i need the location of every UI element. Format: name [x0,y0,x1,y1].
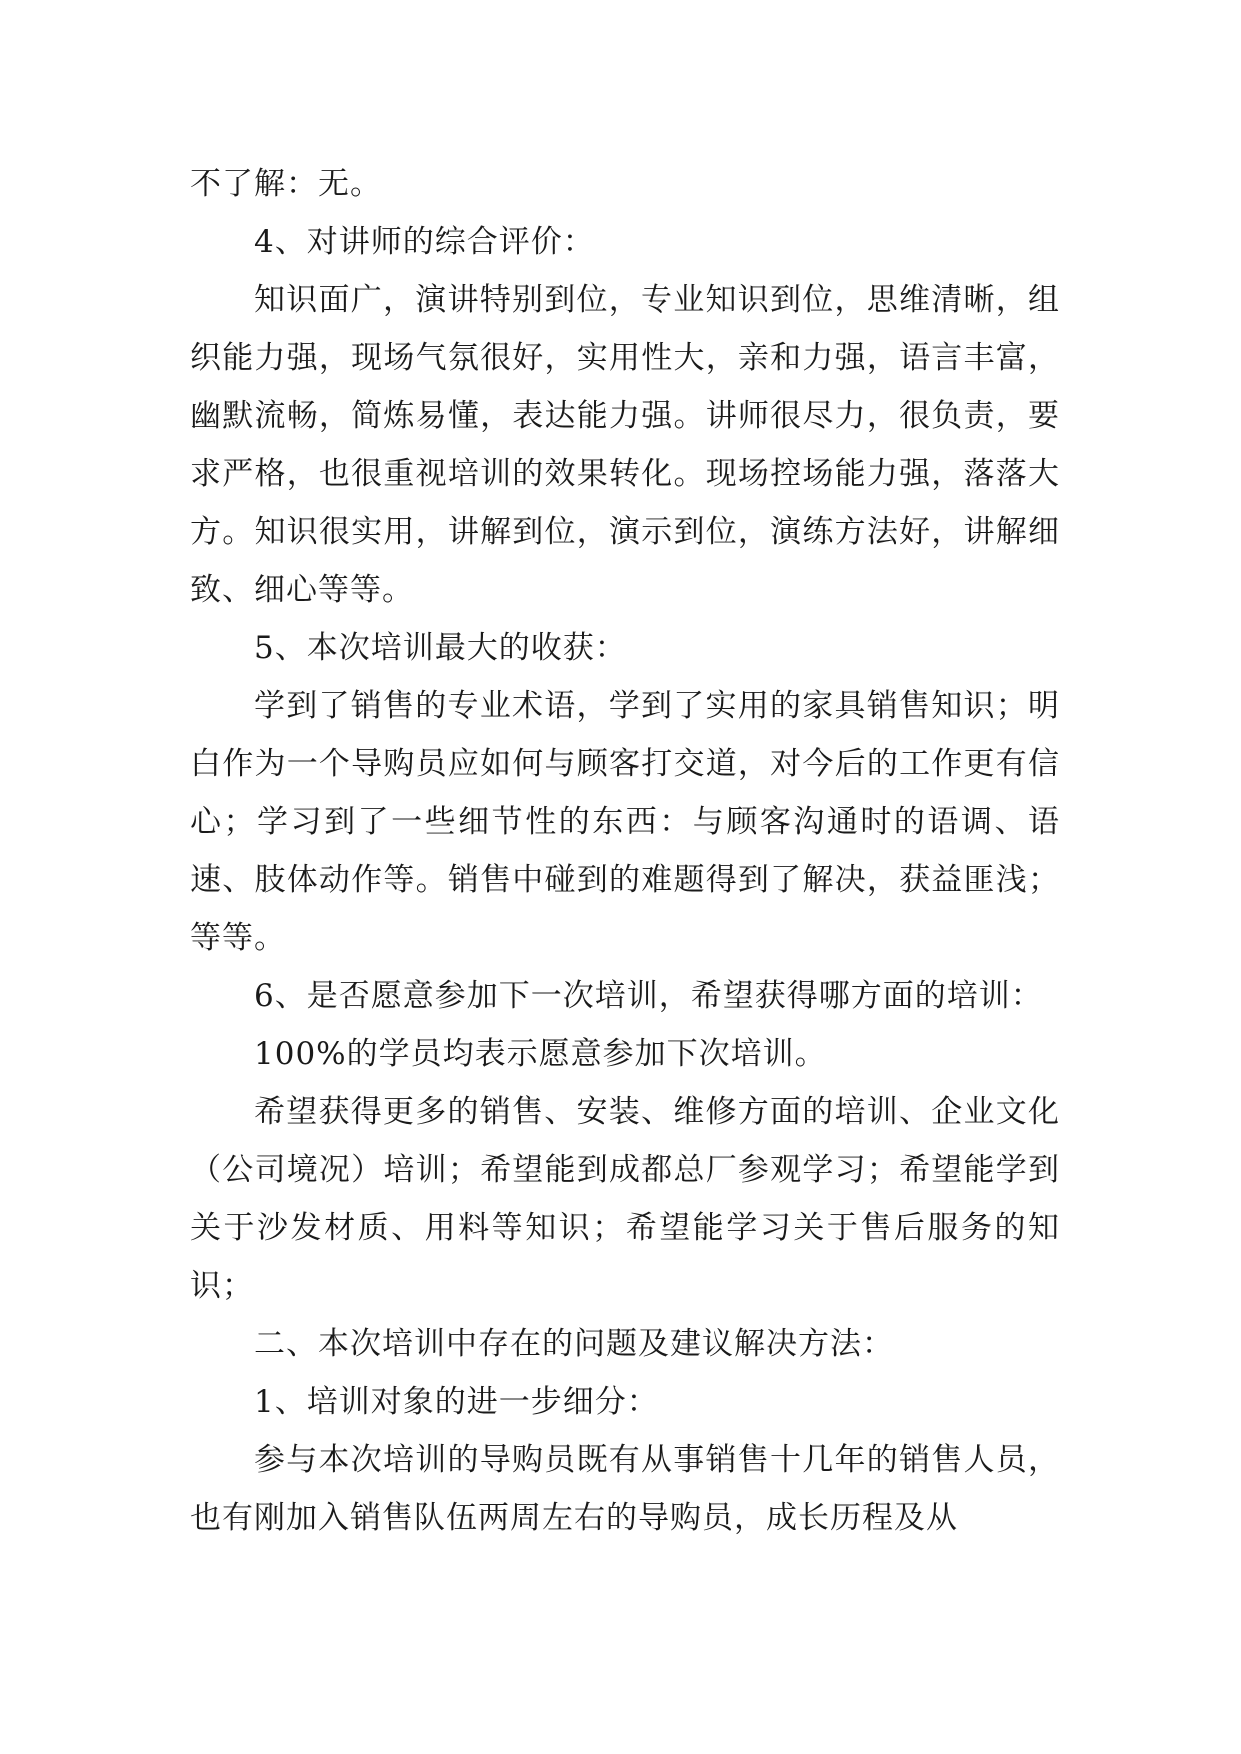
paragraph-unknown: 不了解：无。 [190,166,382,202]
heading-biggest-gain: 5、本次培训最大的收获： [254,630,627,666]
paragraph-training-wishes: 希望获得更多的销售、安装、维修方面的培训、企业文化（公司境况）培训；希望能到成都总厂参观学习；希望能学到关于沙发材质、用料等知识；希望能学习关于售后服务的知识； [190,1094,1060,1304]
paragraph-willingness: 100%的学员均表示愿意参加下次培训。 [254,1036,827,1072]
heading-audience-segmentation: 1、培训对象的进一步细分： [254,1384,659,1420]
heading-problems-solutions: 二、本次培训中存在的问题及建议解决方法： [254,1326,894,1362]
paragraph-audience-segmentation: 参与本次培训的导购员既有从事销售十几年的销售人员，也有刚加入销售队伍两周左右的导购员，成长历程及从 [190,1442,1060,1536]
paragraph-biggest-gain: 学到了销售的专业术语，学到了实用的家具销售知识；明白作为一个导购员应如何与顾客打交道，对今后的工作更有信心；学习到了一些细节性的东西：与顾客沟通时的语调、语速、肢体动作等。销售中碰到的难题得到了解决，获益匪浅；等等。 [190,688,1060,956]
heading-next-training: 6、是否愿意参加下一次培训，希望获得哪方面的培训： [254,978,1043,1014]
document-body [190,155,1060,1547]
paragraph-lecturer-evaluation: 知识面广，演讲特别到位，专业知识到位，思维清晰，组织能力强，现场气氛很好，实用性大，亲和力强，语言丰富，幽默流畅，简炼易懂，表达能力强。讲师很尽力，很负责，要求严格，也很重视培训的效果转化。现场控场能力强，落落大方。知识很实用，讲解到位，演示到位，演练方法好，讲解细致、细心等等。 [190,282,1060,608]
heading-lecturer-evaluation: 4、对讲师的综合评价： [254,224,595,260]
